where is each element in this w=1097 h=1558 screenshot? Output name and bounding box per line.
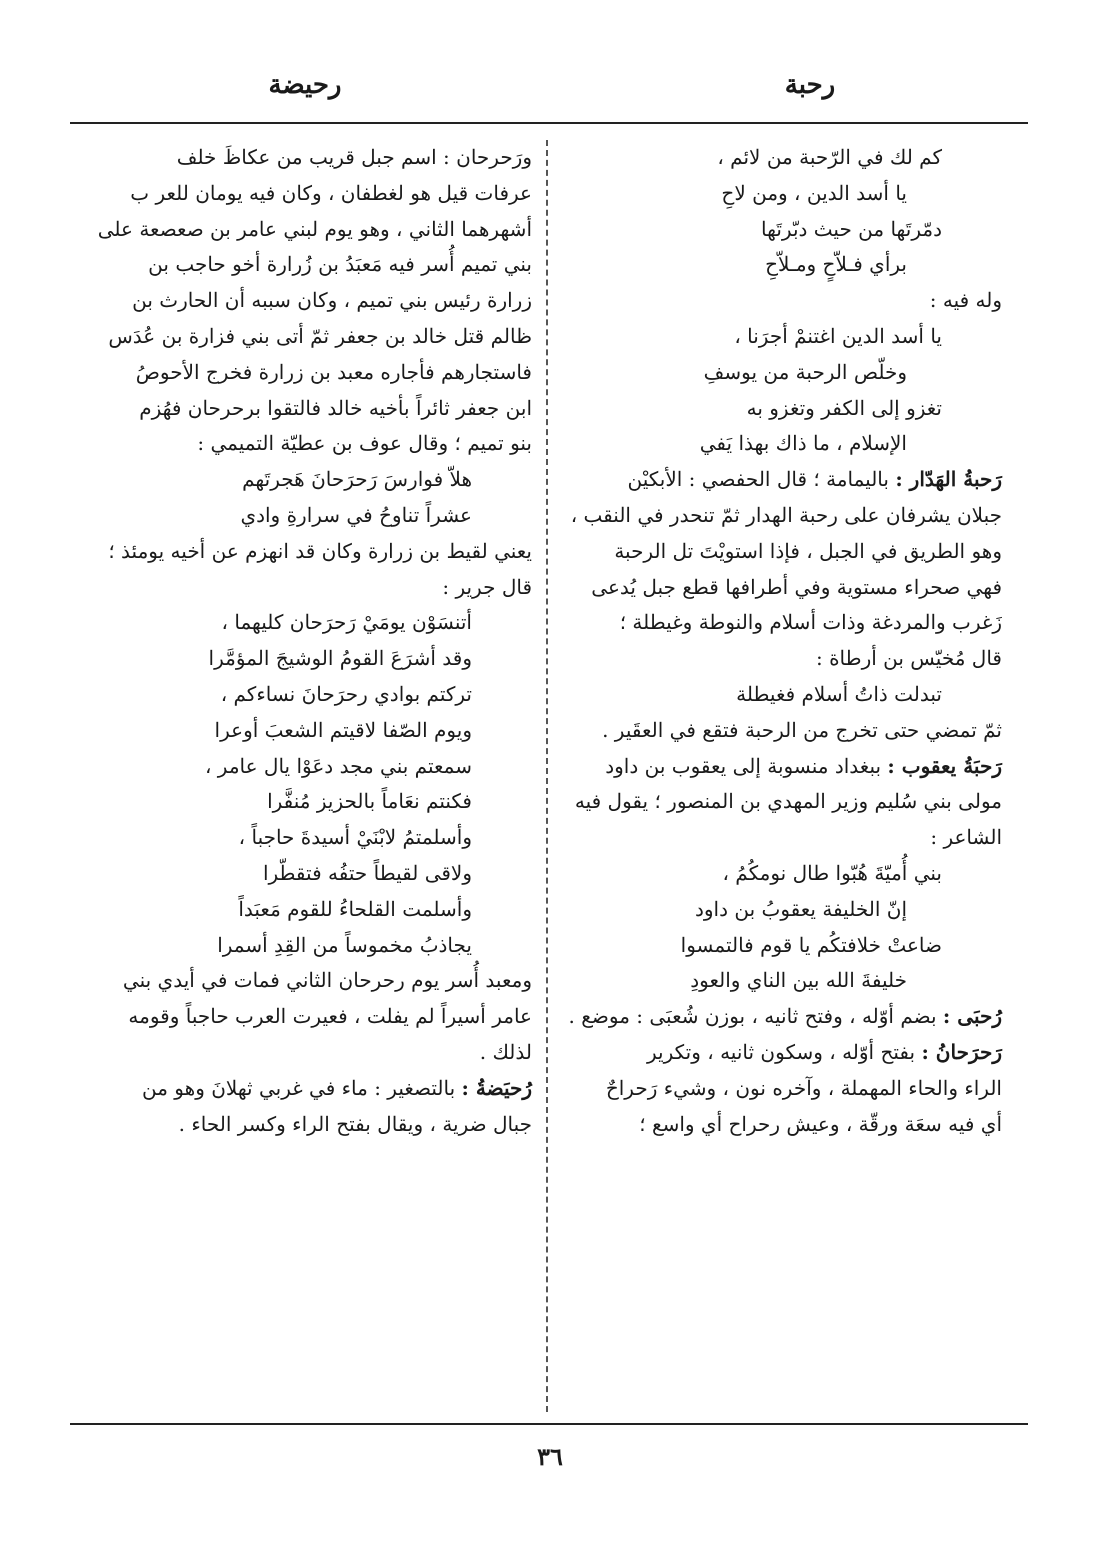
text-line: ورَحرحان : اسم جبل قريب من عكاظَ خلف bbox=[176, 145, 532, 169]
text-line: عامر أسيراً لم يفلت ، فعيرت العرب حاجباً وقومه bbox=[128, 1004, 532, 1029]
verse-line: تبدلت ذاتُ أسلام فغيطلة bbox=[736, 681, 942, 706]
entry-text: ببغداد منسوبة إلى يعقوب بن داود bbox=[605, 753, 888, 778]
text-line: وله فيه : bbox=[929, 288, 1002, 313]
entry-headword: رُحبَى : bbox=[942, 1004, 1002, 1029]
verse-line: ولاقى لقيطاً حتفُه فتقطّرا bbox=[262, 860, 472, 885]
text-line: لذلك . bbox=[479, 1039, 532, 1064]
running-header-right: رحبة bbox=[784, 70, 836, 100]
verse-line: بني أُميّةَ هُبّوا طال نومكُمُ ، bbox=[722, 860, 942, 885]
text-line: الراء والحاء المهملة ، وآخره نون ، وشيء رَحراحٌ bbox=[605, 1075, 1002, 1100]
verse-line: هلاّ فوارسَ رَحرَحانَ هَجرتَهم bbox=[242, 467, 472, 492]
left-column bbox=[70, 140, 532, 1142]
text-line: قال جرير : bbox=[442, 574, 532, 599]
entry-line bbox=[562, 1035, 1002, 1071]
entry-text: بضم أوّله ، وفتح ثانيه ، بوزن شُعبَى : موضع . bbox=[568, 1004, 943, 1029]
verse-line: يجاذبُ مخموساً من القِدِ أسمرا bbox=[217, 932, 472, 957]
text-line: زَغرب والمردغة وذات أسلام والنوطة وغيطلة ؛ bbox=[619, 610, 1002, 635]
right-column bbox=[562, 140, 1002, 1142]
verse-line: وأسلمت القلحاءُ للقوم مَعبَداً bbox=[238, 896, 472, 921]
verse-line: تركتم بوادي رحرَحانَ نساءكم ، bbox=[220, 681, 472, 706]
verse-line: وقد أشرَعَ القومُ الوشيجَ المؤمَّرا bbox=[208, 646, 472, 671]
column-divider bbox=[546, 140, 548, 1412]
entry-text: بالتصغير : ماء في غربي ثهلانَ وهو من bbox=[142, 1075, 462, 1100]
verse-line: ضاعتْ خلافتكُم يا قوم فالتمسوا bbox=[680, 932, 942, 957]
entry-line bbox=[562, 749, 1002, 785]
text-line: أي فيه سعَة ورقّة ، وعيش رحراح أي واسع ؛ bbox=[639, 1111, 1002, 1136]
entry-line bbox=[562, 462, 1002, 498]
text-line: أشهرهما الثاني ، وهو يوم لبني عامر بن صعصعة على bbox=[97, 216, 532, 241]
text-line: ومعبد أُسر يوم رحرحان الثاني فمات في أيدي بني bbox=[122, 968, 532, 993]
text-line: جبلان يشرفان على رحبة الهدار ثمّ تنحدر في النقب ، bbox=[570, 502, 1002, 527]
verse-line: وخلّص الرحبة من يوسفِ bbox=[703, 359, 907, 384]
entry-headword: رَحبَةُ يعقوب : bbox=[887, 753, 1002, 778]
text-line: وهو الطريق في الجبل ، فإذا استويْتَ تل الرحبة bbox=[614, 538, 1002, 563]
verse-line: برأي فـلاّحٍ ومـلاّحِ bbox=[765, 252, 907, 277]
verse-line: خليفةَ الله بين الناي والعودِ bbox=[690, 968, 907, 993]
entry-line bbox=[562, 999, 1002, 1035]
text-line: ثمّ تمضي حتى تخرج من الرحبة فتقع في العقَير . bbox=[602, 717, 1002, 742]
verse-line: فكنتم نعَاماً بالحزيز مُنفَّرا bbox=[267, 789, 472, 814]
verse-line: تغزو إلى الكفر وتغزو به bbox=[746, 395, 942, 420]
page-number: ٣٦ bbox=[537, 1442, 563, 1471]
entry-line bbox=[70, 1071, 532, 1107]
verse-line: كم لك في الرّحبة من لائم ، bbox=[717, 145, 942, 169]
text-line: ابن جعفر ثائراً بأخيه خالد فالتقوا برحرحان فهُزم bbox=[139, 395, 532, 420]
entry-headword: رَحرَحانُ : bbox=[921, 1039, 1002, 1064]
entry-text: باليمامة ؛ قال الحفصي : الأبكيْن bbox=[627, 467, 896, 492]
running-header-left: رحيضة bbox=[268, 70, 342, 100]
text-line: قال مُخيّس بن أرطاة : bbox=[815, 646, 1002, 671]
text-line: مولى بني سُليم وزير المهدي بن المنصور ؛ يقول فيه bbox=[574, 789, 1002, 814]
verse-line: يا أسد الدين ، ومن لاحِ bbox=[721, 180, 907, 205]
verse-line: أتنسَوْن يومَيْ رَحرَحان كليهما ، bbox=[221, 610, 472, 635]
verse-line: عشراً تناوحُ في سرارةِ وادي bbox=[240, 502, 472, 527]
entry-headword: رَحبةُ الهَدّار : bbox=[895, 467, 1002, 492]
bottom-rule bbox=[70, 1423, 1028, 1425]
verse-line: ويوم الصّفا لاقيتم الشعبَ أوعرا bbox=[214, 717, 472, 742]
text-line: فاستجارهم فأجاره معبد بن زرارة فخرج الأحوصُ bbox=[135, 359, 532, 384]
entry-headword: رُحيَضةُ : bbox=[461, 1075, 532, 1100]
verse-line: يا أسد الدين اغتنمْ أجرَنا ، bbox=[734, 323, 942, 348]
text-line: بني تميم أُسر فيه مَعبَدُ بن زُرارة أخو حاجب بن bbox=[148, 252, 532, 277]
text-line: جبال ضرية ، ويقال بفتح الراء وكسر الحاء . bbox=[178, 1111, 532, 1136]
text-line: عرفات قيل هو لغطفان ، وكان فيه يومان للعر ب bbox=[130, 180, 532, 205]
text-line: الشاعر : bbox=[930, 825, 1002, 850]
verse-line: الإسلام ، ما ذاك بهذا يَفي bbox=[699, 431, 907, 456]
verse-line: سمعتم بني مجد دعَوْا يال عامر ، bbox=[204, 753, 472, 778]
text-line: يعني لقيط بن زرارة وكان قد انهزم عن أخيه يومئذ ؛ bbox=[108, 538, 532, 563]
top-rule bbox=[70, 122, 1028, 124]
text-line: فهي صحراء مستوية وفي أطرافها قطع جبل يُدعى bbox=[591, 574, 1002, 599]
text-line: بنو تميم ؛ وقال عوف بن عطيّة التميمي : bbox=[197, 431, 532, 456]
verse-line: إنّ الخليفة يعقوبُ بن داود bbox=[694, 896, 907, 921]
verse-line: دمّرتَها من حيث دبّرتَها bbox=[761, 216, 942, 241]
text-line: ظالم قتل خالد بن جعفر ثمّ أتى بني فزارة بن عُدَس bbox=[108, 323, 532, 348]
verse-line: وأسلمتمُ لابْنَيْ أسيدةَ حاجباً ، bbox=[238, 825, 472, 850]
text-line: زرارة رئيس بني تميم ، وكان سببه أن الحارث بن bbox=[132, 288, 532, 313]
entry-text: بفتح أوّله ، وسكون ثانيه ، وتكرير bbox=[647, 1039, 922, 1064]
